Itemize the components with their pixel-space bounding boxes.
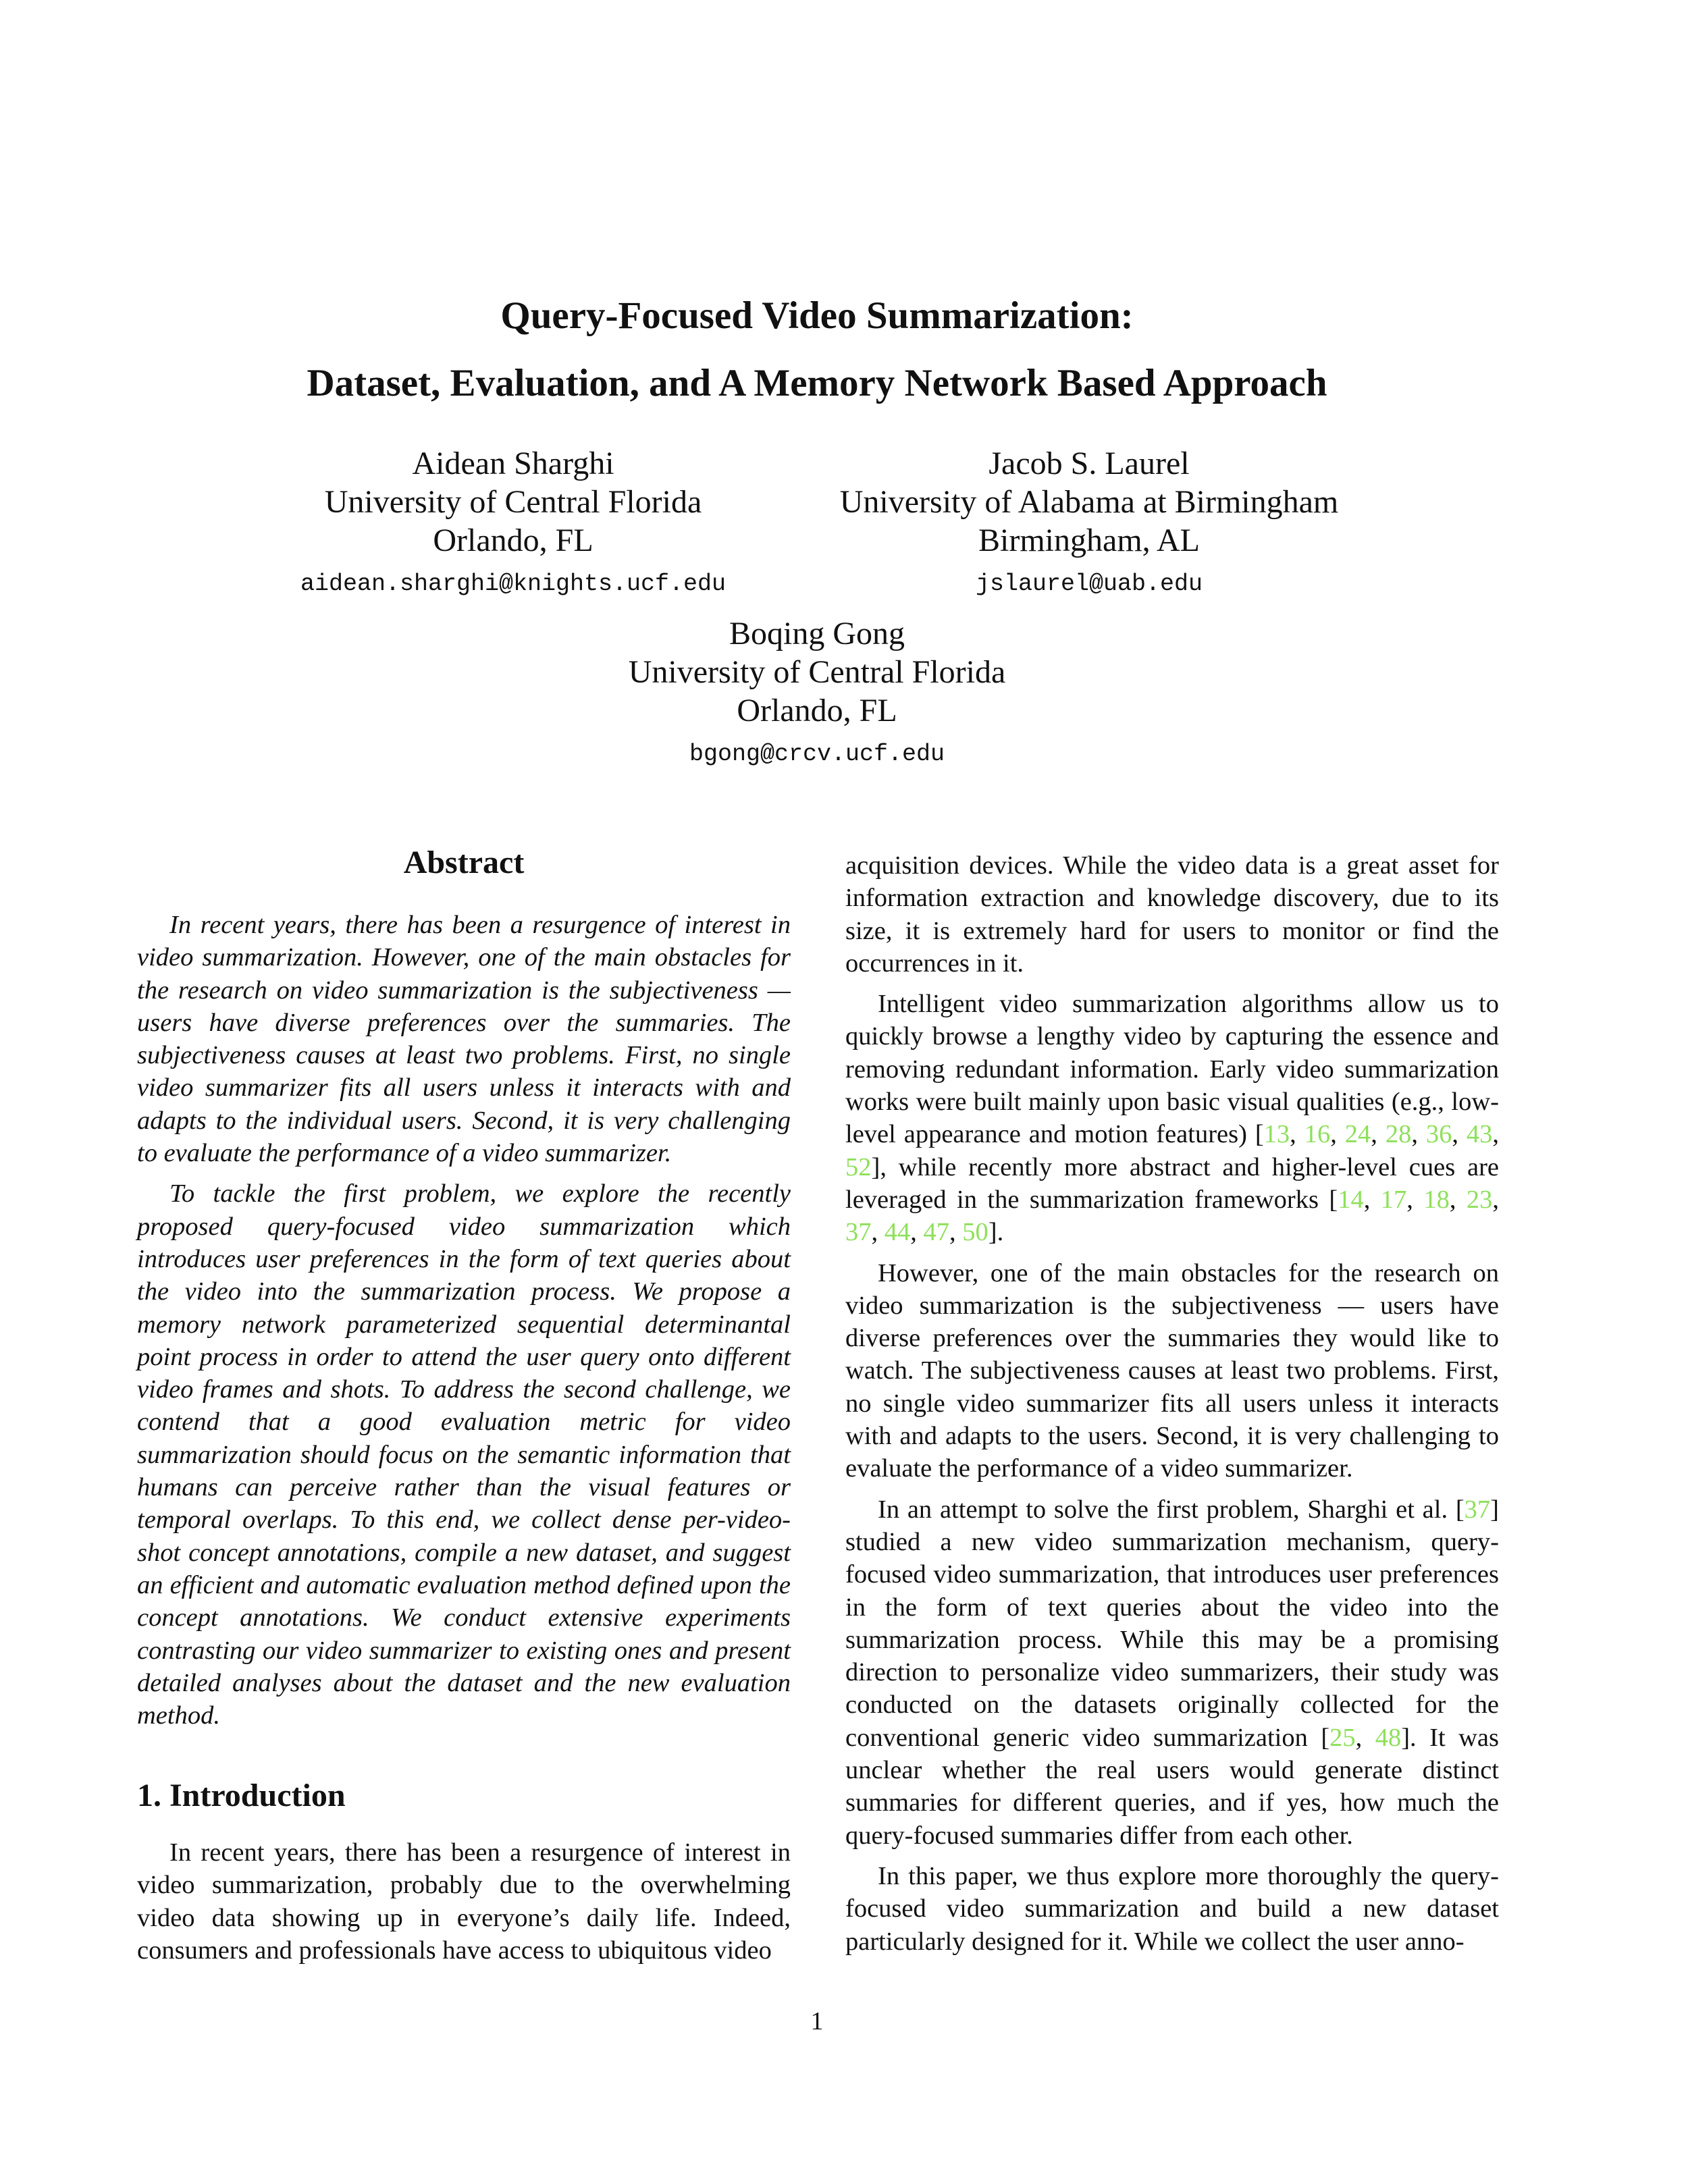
citation-link[interactable]: 50 <box>962 1218 988 1247</box>
page-number: 1 <box>810 2007 824 2035</box>
introduction-paragraph-1: In recent years, there has been a resurgence of interest in video summarization, probably due to the overwhelming video data showing up in everyone’s daily life. Indeed, consumers and professionals have access to ubiquitous video <box>137 1838 791 1965</box>
right-column <box>845 849 1499 1966</box>
author-location: Orlando, FL <box>433 523 594 558</box>
title-line-1: Query-Focused Video Summarization: <box>500 294 1134 337</box>
author-affiliation: University of Alabama at Birmingham <box>839 484 1339 520</box>
author-block-2 <box>785 444 1393 597</box>
abstract-section <box>137 843 791 1740</box>
paragraph-text: Intelligent video summarization algorithms allow us to quickly browse a lengthy video by capturing the essence and removing redundant information. Early video summarization works were built mainly upon basic visual qualities (e.g., low-level appearance and motion features) [ <box>845 990 1499 1149</box>
right-paragraph-3: However, one of the main obstacles for the research on video summarization is the subjectiveness — users have diverse preferences over the summaries they would like to watch. The subjectiveness causes at least two problems. First, no single video summarizer fits all users unless it interacts with and adapts to the users. Second, it is very challenging to evaluate the performance of a video summarizer. <box>845 1258 1499 1483</box>
citation-link[interactable]: 14 <box>1338 1185 1364 1214</box>
citation-link[interactable]: 16 <box>1304 1120 1331 1149</box>
introduction-heading: 1. Introduction <box>137 1778 346 1813</box>
author-email[interactable]: aidean.sharghi@knights.ucf.edu <box>300 570 727 597</box>
citation-link[interactable]: 47 <box>923 1218 949 1247</box>
author-email[interactable]: jslaurel@uab.edu <box>975 570 1203 597</box>
introduction-section <box>137 1776 791 1975</box>
right-paragraph-4: In an attempt to solve the first problem, Sharghi et al. [37] studied a new video summarization mechanism, query-focused video summarization, that introduces user preferences in the form of text queries about the video into the summarization process. While this may be a promising direction to personalize video summarizers, their study was conducted on the datasets originally collected for the conventional generic video summarization [25, 48]. It was unclear whether the real users would generate distinct summaries for different queries, and if yes, how much the query-focused summaries differ from each other. <box>845 1495 1499 1850</box>
citation-link[interactable]: 37 <box>845 1218 872 1247</box>
citation-link[interactable]: 18 <box>1423 1185 1450 1214</box>
citation-link[interactable]: 13 <box>1263 1120 1290 1149</box>
paragraph-text: In an attempt to solve the first problem, Sharghi et al. [ <box>878 1495 1465 1524</box>
author-location: Birmingham, AL <box>978 523 1200 558</box>
citation-link[interactable]: 52 <box>845 1152 872 1181</box>
paragraph-text: ]. It was unclear whether the real users would generate distinct summaries for different queries, and if yes, how much the query-focused summaries differ from each other. <box>845 1723 1499 1850</box>
citation-link[interactable]: 28 <box>1385 1120 1412 1149</box>
abstract-paragraph-1: In recent years, there has been a resurgence of interest in video summarization. However, one of the main obstacles for the research on video summarization is the subjectiveness — users have diverse preferences over the summaries. The subjectiveness causes at least two problems. First, no single video summarizer fits all users unless it interacts with and adapts to the individual users. Second, it is very challenging to evaluate the performance of a video summarizer. <box>137 911 791 1168</box>
author-name: Jacob S. Laurel <box>988 446 1190 481</box>
author-block-3 <box>513 614 1121 768</box>
citation-link[interactable]: 44 <box>884 1218 911 1247</box>
paragraph-text: ]. <box>988 1218 1004 1247</box>
right-paragraph-1: acquisition devices. While the video data is a great asset for information extraction and knowledge discovery, due to its size, it is extremely hard for users to monitor or find the occurrences in it. <box>845 851 1499 978</box>
citation-link[interactable]: 17 <box>1380 1185 1407 1214</box>
author-location: Orlando, FL <box>737 693 897 728</box>
abstract-heading: Abstract <box>403 845 525 880</box>
author-name: Boqing Gong <box>729 616 905 651</box>
author-block-1 <box>209 444 817 597</box>
right-paragraph-2: Intelligent video summarization algorithms allow us to quickly browse a lengthy video by capturing the essence and removing redundant information. Early video summarization works were built mainly upon basic visual qualities (e.g., low-level appearance and motion features) [13, 16, 24, 28, 36, 43, 52], while recently more abstract and higher-level cues are leveraged in the summarization frameworks [14, 17, 18, 23, 37, 44, 47, 50]. <box>845 990 1500 1247</box>
citation-link[interactable]: 23 <box>1466 1185 1493 1214</box>
citation-link[interactable]: 25 <box>1329 1723 1356 1752</box>
paper-title <box>0 282 1634 417</box>
author-name: Aidean Sharghi <box>412 446 614 481</box>
right-paragraph-5: In this paper, we thus explore more thoroughly the query-focused video summarization and build a new dataset particularly designed for it. While we collect the user anno- <box>845 1861 1499 1956</box>
citation-link[interactable]: 24 <box>1344 1120 1371 1149</box>
citation-link[interactable]: 48 <box>1375 1723 1402 1752</box>
citation-link[interactable]: 37 <box>1464 1495 1491 1524</box>
title-line-2: Dataset, Evaluation, and A Memory Network Based Approach <box>307 362 1327 404</box>
paragraph-text: ], while recently more abstract and higher-level cues are leveraged in the summarization frameworks [ <box>845 1152 1499 1214</box>
abstract-paragraph-2: To tackle the first problem, we explore the recently proposed query-focused video summarization which introduces user preferences in the form of text queries about the video into the summarization process. We propose a memory network parameterized sequential determinantal point process in order to attend the user query onto different video frames and shots. To address the second challenge, we contend that a good evaluation metric for video summarization should focus on the semantic information that humans can perceive rather than the visual features or temporal overlaps. To this end, we collect dense per-video-shot concept annotations, compile a new dataset, and suggest an efficient and automatic evaluation method defined upon the concept annotations. We conduct extensive experiments contrasting our video summarizer to existing ones and present detailed analyses about the dataset and the new evaluation method. <box>137 1179 791 1730</box>
paragraph-text: ] studied a new video summarization mechanism, query-focused video summarization, that introduces user preferences in the form of text queries about the video into the summarization process. While this may be a promising direction to personalize video summarizers, their study was conducted on the datasets originally collected for the conventional generic video summarization [ <box>845 1495 1499 1752</box>
author-email[interactable]: bgong@crcv.ucf.edu <box>689 741 945 768</box>
citation-link[interactable]: 36 <box>1425 1120 1452 1149</box>
author-affiliation: University of Central Florida <box>628 654 1006 690</box>
author-affiliation: University of Central Florida <box>324 484 702 520</box>
citation-link[interactable]: 43 <box>1466 1120 1493 1149</box>
